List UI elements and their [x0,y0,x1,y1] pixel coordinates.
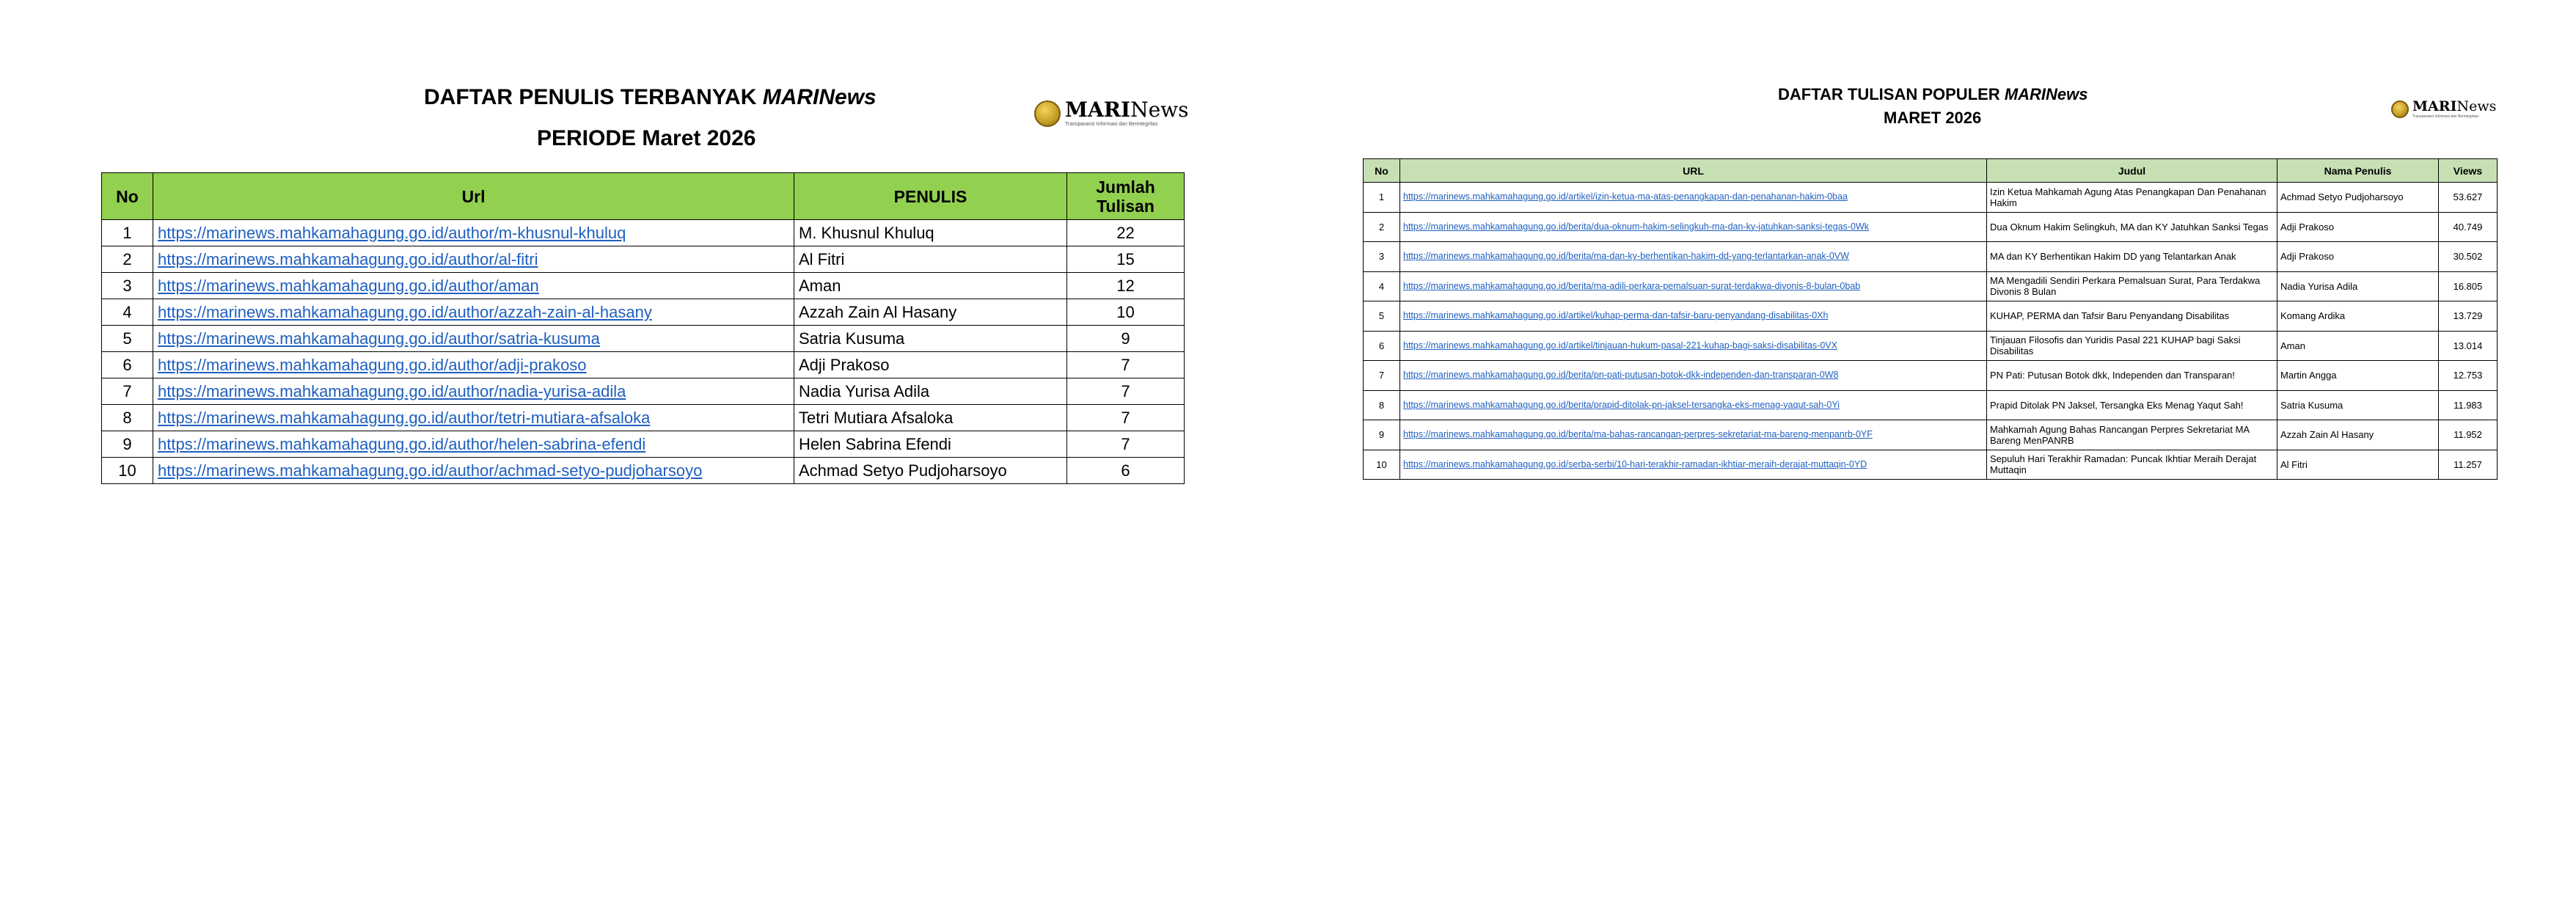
table-row [102,246,1185,273]
table-row [102,273,1185,299]
table-row [1364,450,2498,480]
author-name: Al Fitri [794,246,1067,273]
col-header-url: URL [1400,159,1987,183]
view-count: 13.014 [2439,331,2498,361]
url-cell [153,405,794,431]
post-count: 9 [1067,326,1185,352]
author-name: Azzah Zain Al Hasany [794,299,1067,326]
url-cell [1400,390,1987,420]
table-row [102,352,1185,378]
url-cell [1400,301,1987,332]
view-count: 16.805 [2439,271,2498,301]
col-header-views: Views [2439,159,2498,183]
author-name: Nadia Yurisa Adila [2277,271,2439,301]
table-row [1364,242,2498,272]
table-row [102,431,1185,458]
author-name: Adji Prakoso [794,352,1067,378]
author-link[interactable]: https://marinews.mahkamahagung.go.id/author/m-khusnul-khuluq [158,223,626,242]
title-brand: MARINews [762,85,877,109]
url-cell [1400,183,1987,213]
post-title: Dua Oknum Hakim Selingkuh, MA dan KY Jatuhkan Sanksi Tegas [1987,212,2277,242]
author-name: Achmad Setyo Pudjoharsoyo [2277,183,2439,213]
table-row [102,299,1185,326]
url-cell [153,326,794,352]
table-header-row [102,173,1185,220]
title-text: DAFTAR PENULIS TERBANYAK [424,85,763,109]
post-count: 22 [1067,220,1185,246]
row-no: 9 [1364,420,1400,450]
row-no: 3 [102,273,153,299]
row-no: 10 [1364,450,1400,480]
col-header-url: Url [153,173,794,220]
post-link[interactable]: https://marinews.mahkamahagung.go.id/berita/dua-oknum-hakim-selingkuh-ma-dan-ky-jatuhkan-sanksi-tegas-0Wk [1403,221,1870,232]
row-no: 2 [102,246,153,273]
col-header-author: Nama Penulis [2277,159,2439,183]
url-cell [1400,420,1987,450]
post-link[interactable]: https://marinews.mahkamahagung.go.id/serba-serbi/10-hari-terakhir-ramadan-ikhtiar-meraih-derajat-muttaqin-0YD [1403,458,1867,469]
seal-icon [1034,100,1061,127]
view-count: 11.257 [2439,450,2498,480]
url-cell [1400,361,1987,391]
row-no: 4 [1364,271,1400,301]
row-no: 5 [1364,301,1400,332]
author-name: Achmad Setyo Pudjoharsoyo [794,458,1067,484]
author-link[interactable]: https://marinews.mahkamahagung.go.id/author/aman [158,276,539,295]
author-name: Komang Ardika [2277,301,2439,332]
post-link[interactable]: https://marinews.mahkamahagung.go.id/artikel/tinjauan-hukum-pasal-221-kuhap-bagi-saksi-disabilitas-0VX [1403,340,1837,351]
author-name: Adji Prakoso [2277,242,2439,272]
row-no: 4 [102,299,153,326]
view-count: 11.952 [2439,420,2498,450]
report-period [101,126,1184,151]
seal-icon [2391,100,2409,118]
url-cell [1400,271,1987,301]
url-cell [1400,242,1987,272]
post-title: PN Pati: Putusan Botok dkk, Independen dan Transparan! [1987,361,2277,391]
post-count: 7 [1067,352,1185,378]
url-cell [153,458,794,484]
author-name: Aman [794,273,1067,299]
post-link[interactable]: https://marinews.mahkamahagung.go.id/artikel/izin-ketua-ma-atas-penangkapan-dan-penahanan-hakim-0baa [1403,191,1848,202]
report-title [101,85,1184,110]
post-title: KUHAP, PERMA dan Tafsir Baru Penyandang Disabilitas [1987,301,2277,332]
author-name: Nadia Yurisa Adila [794,378,1067,405]
table-row [1364,390,2498,420]
col-header-count: Jumlah Tulisan [1067,173,1185,220]
period-text: MARET 2026 [1884,109,1982,127]
table-row [102,405,1185,431]
post-title: Izin Ketua Mahkamah Agung Atas Penangkapan Dan Penahanan Hakim [1987,183,2277,213]
post-count: 10 [1067,299,1185,326]
logo-name-regular: News [1130,98,1189,122]
row-no: 8 [102,405,153,431]
table-row [102,378,1185,405]
posts-table [1363,158,2498,480]
author-link[interactable]: https://marinews.mahkamahagung.go.id/author/achmad-setyo-pudjoharsoyo [158,461,703,480]
post-count: 7 [1067,431,1185,458]
url-cell [153,273,794,299]
table-row [1364,331,2498,361]
table-row [102,326,1185,352]
marinews-logo [1034,100,1189,127]
author-name: Helen Sabrina Efendi [794,431,1067,458]
table-row [102,458,1185,484]
logo-name-bold: MARI [2412,98,2457,114]
author-link[interactable]: https://marinews.mahkamahagung.go.id/author/adji-prakoso [158,355,587,374]
view-count: 30.502 [2439,242,2498,272]
post-link[interactable]: https://marinews.mahkamahagung.go.id/berita/ma-bahas-rancangan-perpres-sekretariat-ma-bareng-menpanrb-0YF [1403,429,1873,440]
post-count: 15 [1067,246,1185,273]
url-cell [1400,331,1987,361]
col-header-author: PENULIS [794,173,1067,220]
author-link[interactable]: https://marinews.mahkamahagung.go.id/author/helen-sabrina-efendi [158,434,646,453]
row-no: 9 [102,431,153,458]
table-row [1364,301,2498,332]
row-no: 8 [1364,390,1400,420]
post-count: 12 [1067,273,1185,299]
row-no: 1 [1364,183,1400,213]
logo-tagline: Transparansi Informasi dan Berintegritas [2412,114,2479,119]
period-text: PERIODE Maret 2026 [537,126,756,150]
author-name: Satria Kusuma [2277,390,2439,420]
url-cell [153,352,794,378]
post-title: Mahkamah Agung Bahas Rancangan Perpres Sekretariat MA Bareng MenPANRB [1987,420,2277,450]
table-row [1364,361,2498,391]
logo-name-bold: MARI [1065,98,1131,122]
table-header-row [1364,159,2498,183]
author-name: Al Fitri [2277,450,2439,480]
row-no: 3 [1364,242,1400,272]
col-header-no: No [1364,159,1400,183]
table-row [1364,183,2498,213]
author-link[interactable]: https://marinews.mahkamahagung.go.id/author/al-fitri [158,249,538,268]
logo-tagline: Transparansi Informasi dan Berintegritas [1065,122,1158,127]
report-title [1363,85,2497,104]
view-count: 12.753 [2439,361,2498,391]
authors-table [101,172,1185,484]
marinews-logo [2391,100,2496,119]
author-name: Adji Prakoso [2277,212,2439,242]
post-count: 7 [1067,405,1185,431]
url-cell [153,378,794,405]
post-title: Sepuluh Hari Terakhir Ramadan: Puncak Ikhtiar Meraih Derajat Muttaqin [1987,450,2277,480]
view-count: 53.627 [2439,183,2498,213]
post-title: Tinjauan Filosofis dan Yuridis Pasal 221 KUHAP bagi Saksi Disabilitas [1987,331,2277,361]
post-link[interactable]: https://marinews.mahkamahagung.go.id/berita/ma-adili-perkara-pemalsuan-surat-terdakwa-divonis-8-bulan-0bab [1403,280,1861,291]
url-cell [153,246,794,273]
row-no: 7 [1364,361,1400,391]
author-link[interactable]: https://marinews.mahkamahagung.go.id/author/azzah-zain-al-hasany [158,302,652,321]
post-link[interactable]: https://marinews.mahkamahagung.go.id/berita/prapid-ditolak-pn-jaksel-tersangka-eks-menag-yaqut-sah-0Yi [1403,399,1840,410]
author-link[interactable]: https://marinews.mahkamahagung.go.id/author/tetri-mutiara-afsaloka [158,408,651,427]
report-period [1363,109,2497,128]
col-header-no: No [102,173,153,220]
post-title: Prapid Ditolak PN Jaksel, Tersangka Eks Menag Yaqut Sah! [1987,390,2277,420]
post-count: 7 [1067,378,1185,405]
title-text: DAFTAR TULISAN POPULER [1778,85,2005,103]
author-name: Azzah Zain Al Hasany [2277,420,2439,450]
col-header-title: Judul [1987,159,2277,183]
row-no: 10 [102,458,153,484]
view-count: 11.983 [2439,390,2498,420]
view-count: 13.729 [2439,301,2498,332]
row-no: 6 [102,352,153,378]
author-name: Aman [2277,331,2439,361]
post-link[interactable]: https://marinews.mahkamahagung.go.id/berita/ma-dan-ky-berhentikan-hakim-dd-yang-terlantarkan-anak-0VW [1403,251,1849,262]
author-link[interactable]: https://marinews.mahkamahagung.go.id/author/nadia-yurisa-adila [158,381,626,400]
author-name: Martin Angga [2277,361,2439,391]
table-row [1364,420,2498,450]
url-cell [153,220,794,246]
title-brand: MARINews [2004,85,2088,103]
logo-name-regular: News [2456,98,2497,114]
url-cell [153,431,794,458]
post-title: MA Mengadili Sendiri Perkara Pemalsuan Surat, Para Terdakwa Divonis 8 Bulan [1987,271,2277,301]
author-name: Satria Kusuma [794,326,1067,352]
row-no: 1 [102,220,153,246]
row-no: 2 [1364,212,1400,242]
table-row [1364,271,2498,301]
url-cell [1400,450,1987,480]
post-count: 6 [1067,458,1185,484]
url-cell [1400,212,1987,242]
row-no: 7 [102,378,153,405]
table-row [1364,212,2498,242]
author-name: M. Khusnul Khuluq [794,220,1067,246]
view-count: 40.749 [2439,212,2498,242]
row-no: 6 [1364,331,1400,361]
post-link[interactable]: https://marinews.mahkamahagung.go.id/artikel/kuhap-perma-dan-tafsir-baru-penyandang-disabilitas-0Xh [1403,310,1829,321]
post-title: MA dan KY Berhentikan Hakim DD yang Telantarkan Anak [1987,242,2277,272]
author-link[interactable]: https://marinews.mahkamahagung.go.id/author/satria-kusuma [158,329,600,348]
table-row [102,220,1185,246]
url-cell [153,299,794,326]
row-no: 5 [102,326,153,352]
author-name: Tetri Mutiara Afsaloka [794,405,1067,431]
post-link[interactable]: https://marinews.mahkamahagung.go.id/berita/pn-pati-putusan-botok-dkk-independen-dan-transparan-0W8 [1403,370,1839,381]
